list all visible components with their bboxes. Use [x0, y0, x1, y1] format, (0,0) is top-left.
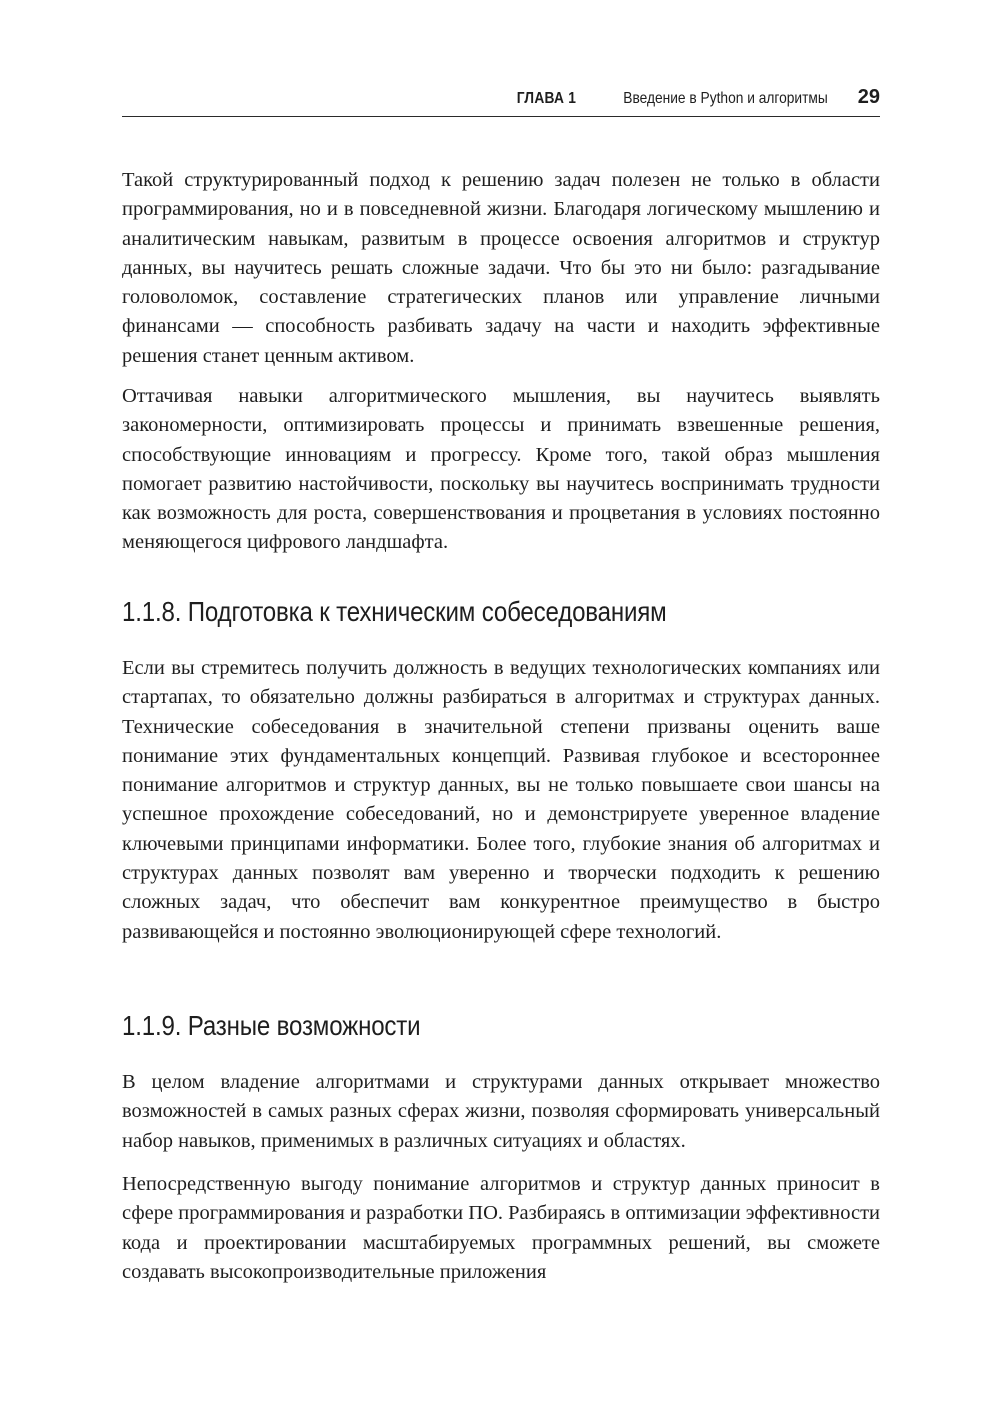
paragraph-algorithmic-thinking: Оттачивая навыки алгоритмического мышления, вы научитесь выявлять закономерности, оптимизировать процессы и принимать взвешенные решения, способствующие инновациям и прогрессу. Кроме того, такой образ мышления помогает развитию настойчивости, поскольку вы научитесь воспринимать трудности как возможность для роста, совершенствования и процветания в условиях постоянно меняющегося цифрового ландшафта.: [122, 385, 880, 554]
section-heading-1-1-8: 1.1.8. Подготовка к техническим собеседованиям: [122, 596, 667, 627]
running-head: [122, 80, 880, 117]
chapter-label: ГЛАВА 1: [516, 90, 576, 107]
page-number: 29: [857, 86, 880, 108]
section-heading-1-1-9: 1.1.9. Разные возможности: [122, 1010, 421, 1041]
paragraph-technical-interviews: Если вы стремитесь получить должность в ведущих технологических компаниях или стартапах, то обязательно должны разбираться в алгоритмах и структурах данных. Технические собеседования в значительной степени призваны оценить ваше понимание этих фундаментальных концепций. Развивая глубокое и всестороннее понимание алгоритмов и структур данных, вы не только повышаете свои шансы на успешное прохождение собеседований, но и демонстрируете уверенное владение ключевыми принципами информатики. Более того, глубокие знания об алгоритмах и структурах данных позволят вам уверенно и творчески подходить к решению сложных задач, что обеспечит вам конкурентное преимущество в быстро развивающейся и постоянно эволюционирующей сфере технологий.: [122, 657, 880, 943]
paragraph-software-development: Непосредственную выгоду понимание алгоритмов и структур данных приносит в сфере программирования и разработки ПО. Разбираясь в оптимизации эффективности кода и проектировании масштабируемых программных решений, вы сможете создавать высокопроизводительные приложения: [122, 1173, 880, 1283]
paragraph-opportunities: В целом владение алгоритмами и структурами данных открывает множество возможностей в самых разных сферах жизни, позволяя сформировать универсальный набор навыков, применимых в различных ситуациях и областях.: [122, 1071, 880, 1152]
chapter-title: Введение в Python и алгоритмы: [623, 90, 828, 107]
running-head-right: [507, 86, 880, 109]
paragraph-structured-approach: Такой структурированный подход к решению задач полезен не только в области программирования, но и в повседневной жизни. Благодаря логическому мышлению и аналитическим навыкам, развитым в процессе освоения алгоритмов и структур данных, вы научитесь решать сложные задачи. Что бы это ни было: разгадывание головоломок, составление стратегических планов или управление личными финансами — способность разбивать задачу на части и находить эффективные решения станет ценным активом.: [122, 169, 880, 367]
